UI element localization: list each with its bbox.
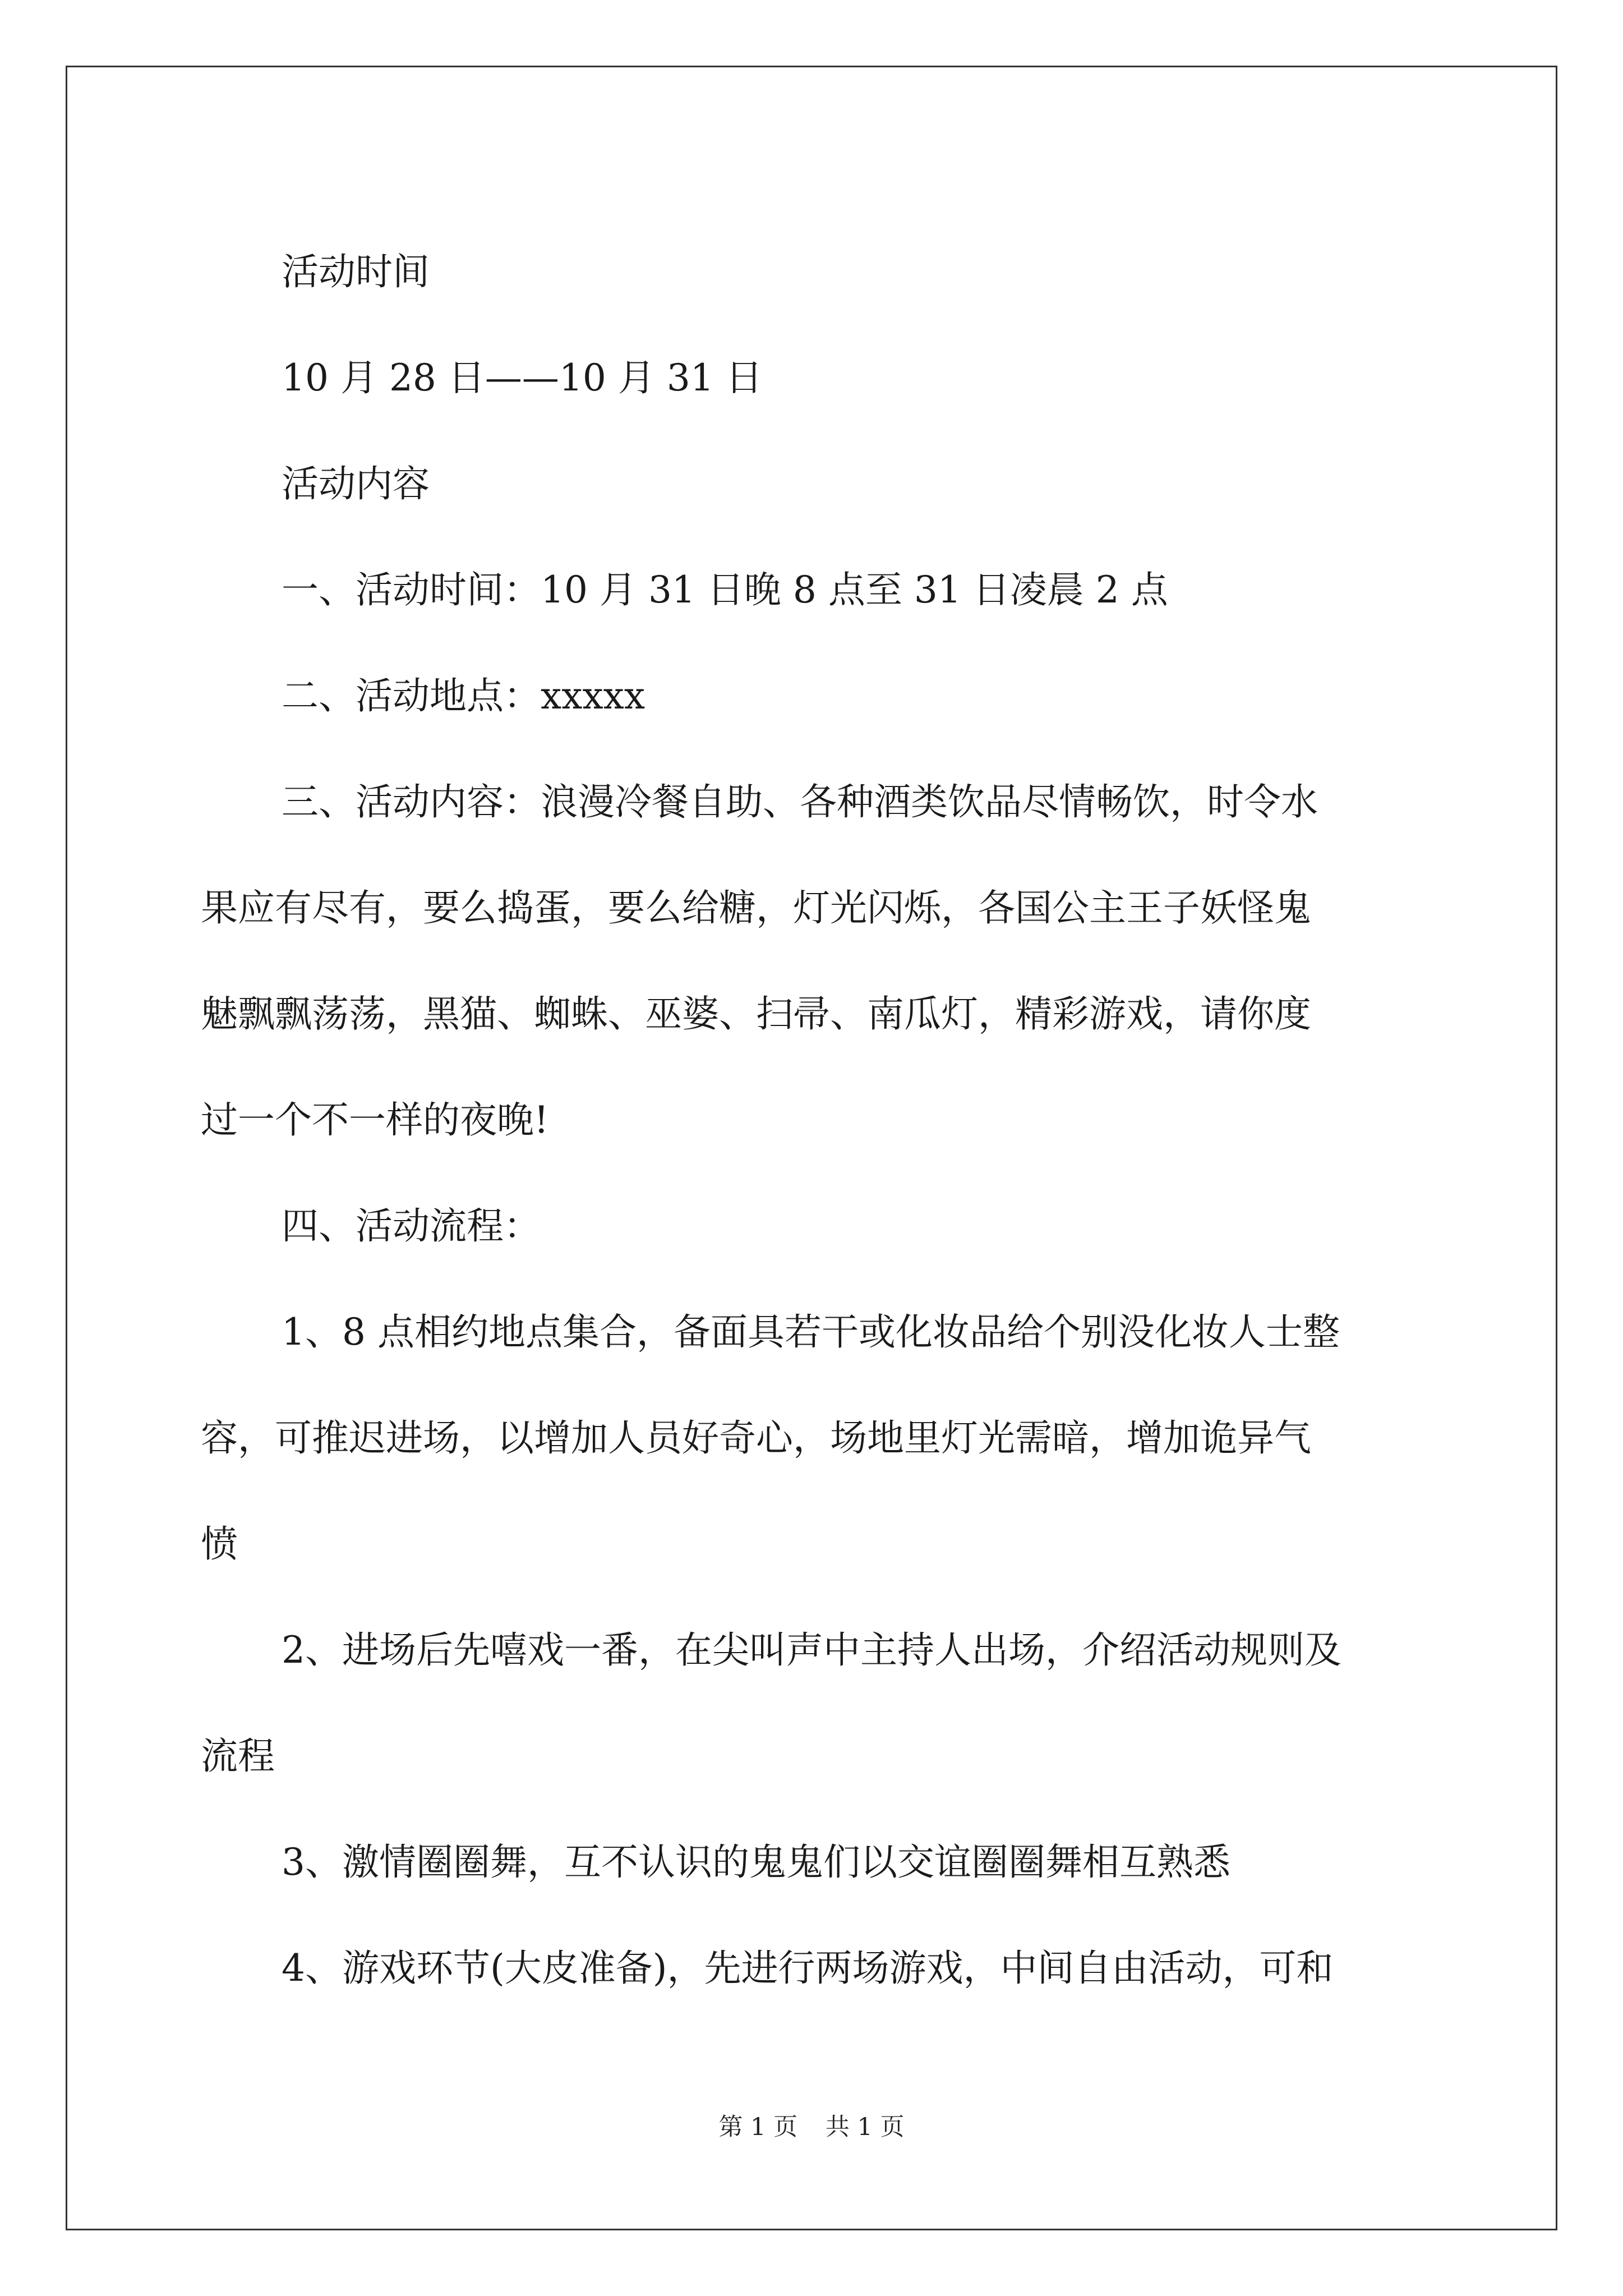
step-1-line-3: 愤	[201, 1522, 238, 1566]
document-body	[201, 219, 1435, 2021]
page-footer	[0, 2110, 1623, 2144]
step-2-line-2: 流程	[201, 1734, 275, 1778]
activity-date-range: 10 月 28 日——10 月 31 日	[282, 356, 763, 399]
item-4-heading: 四、活动流程：	[282, 1204, 541, 1248]
item-3-content-line-2: 果应有尽有，要么捣蛋，要么给糖，灯光闪烁，各国公主王子妖怪鬼	[201, 886, 1311, 930]
heading-activity-time: 活动时间	[282, 250, 430, 293]
item-3-content-line-3: 魅飘飘荡荡，黑猫、蜘蛛、巫婆、扫帚、南瓜灯，精彩游戏，请你度	[201, 992, 1311, 1036]
item-3-content-line-4: 过一个不一样的夜晚!	[201, 1098, 549, 1142]
step-4-line-1: 4、游戏环节(大皮准备)，先进行两场游戏，中间自由活动，可和	[282, 1947, 1334, 1990]
page-total: 共 1 页	[825, 2113, 905, 2141]
item-1-time: 一、活动时间：10 月 31 日晚 8 点至 31 日凌晨 2 点	[282, 568, 1168, 611]
heading-activity-content: 活动内容	[282, 462, 430, 505]
step-1-line-1: 1、8 点相约地点集合，备面具若干或化妆品给个别没化妆人士整	[282, 1310, 1340, 1354]
step-1-line-2: 容，可推迟进场，以增加人员好奇心，场地里灯光需暗，增加诡异气	[201, 1416, 1311, 1460]
page-number: 第 1 页	[718, 2113, 798, 2141]
item-2-location: 二、活动地点：xxxxx	[282, 674, 645, 717]
step-2-line-1: 2、进场后先嘻戏一番，在尖叫声中主持人出场，介绍活动规则及	[282, 1628, 1341, 1672]
step-3-line-1: 3、激情圈圈舞，互不认识的鬼鬼们以交谊圈圈舞相互熟悉	[282, 1841, 1230, 1884]
item-3-content-line-1: 三、活动内容：浪漫冷餐自助、各种酒类饮品尽情畅饮，时令水	[282, 780, 1318, 823]
